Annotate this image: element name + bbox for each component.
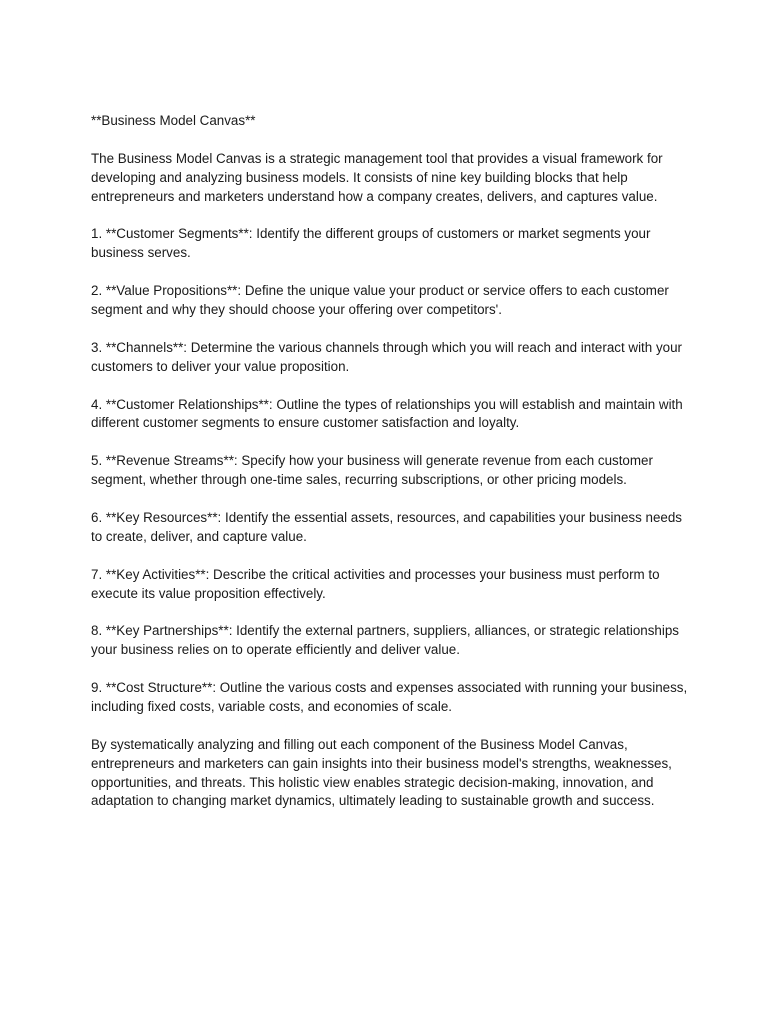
- list-item-customer-segments: 1. **Customer Segments**: Identify the different groups of customers or market segments your business serves.: [91, 226, 651, 261]
- list-item-channels: 3. **Channels**: Determine the various channels through which you will reach and interact with your customers to deliver your value proposition.: [91, 339, 682, 374]
- list-item-revenue-streams: 5. **Revenue Streams**: Specify how your business will generate revenue from each customer segment, whether through one-time sales, recurring subscriptions, or other pricing models.: [91, 453, 653, 488]
- document-page: [91, 112, 691, 811]
- document-title: **Business Model Canvas**: [91, 113, 256, 128]
- intro-paragraph: The Business Model Canvas is a strategic management tool that provides a visual framework for developing and analyzing business models. It consists of nine key building blocks that help entrepreneurs and marketers understand how a company creates, delivers, and captures value.: [91, 150, 663, 204]
- list-item-key-partnerships: 8. **Key Partnerships**: Identify the external partners, suppliers, alliances, or strategic relationships your business relies on to operate efficiently and deliver value.: [91, 623, 679, 658]
- conclusion-paragraph: By systematically analyzing and filling out each component of the Business Model Canvas, entrepreneurs and marketers can gain insights into their business model's strengths, weaknesses, opportunities, and threats. This holistic view enables strategic decision-making, innovation, and adaptation to changing market dynamics, ultimately leading to sustainable growth and success.: [91, 736, 672, 809]
- list-item-key-activities: 7. **Key Activities**: Describe the critical activities and processes your business must perform to execute its value proposition effectively.: [91, 566, 660, 601]
- list-item-value-propositions: 2. **Value Propositions**: Define the unique value your product or service offers to each customer segment and why they should choose your offering over competitors'.: [91, 283, 669, 318]
- list-item-key-resources: 6. **Key Resources**: Identify the essential assets, resources, and capabilities your business needs to create, deliver, and capture value.: [91, 509, 682, 544]
- list-item-cost-structure: 9. **Cost Structure**: Outline the various costs and expenses associated with running your business, including fixed costs, variable costs, and economies of scale.: [91, 680, 688, 714]
- list-item-customer-relationships: 4. **Customer Relationships**: Outline the types of relationships you will establish and maintain with different customer segments to ensure customer satisfaction and loyalty.: [91, 396, 683, 431]
